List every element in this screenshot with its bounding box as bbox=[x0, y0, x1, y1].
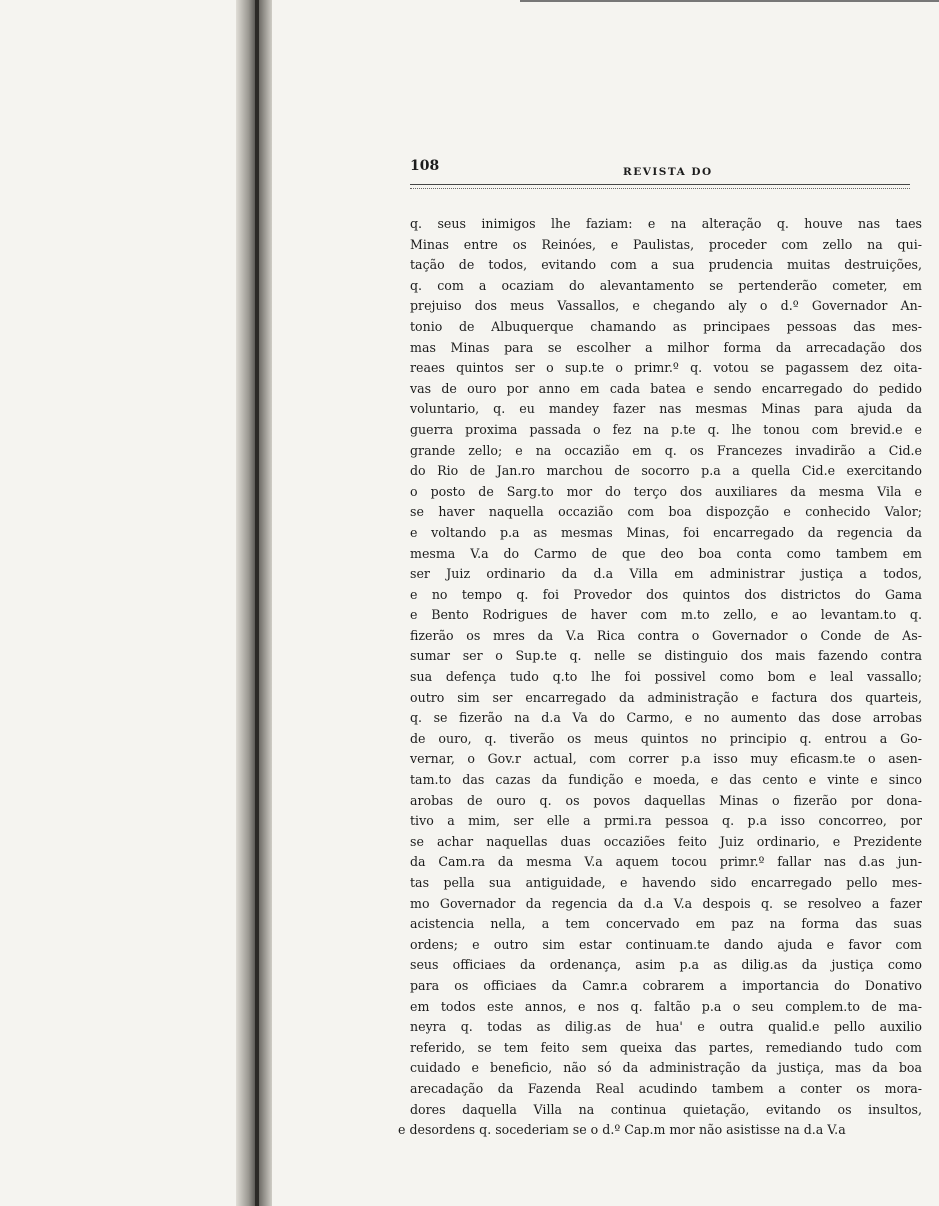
text-line: arobas de ouro q. os povos daquellas Minas o fizerão por dona- bbox=[410, 792, 922, 808]
text-line: tam.to das cazas da fundição e moeda, e das cento e vinte e sinco bbox=[410, 772, 922, 788]
text-line: arecadação da Fazenda Real acudindo tambem a conter os mora- bbox=[410, 1080, 922, 1096]
text-line: e Bento Rodrigues de haver com m.to zello, e ao levantam.to q. bbox=[410, 607, 922, 623]
text-line: em todos este annos, e nos q. faltão p.a o seu complem.to de ma- bbox=[410, 998, 922, 1014]
running-title: REVISTA DO bbox=[623, 166, 713, 178]
text-line: prejuiso dos meus Vassallos, e chegando aly o d.º Governador An- bbox=[410, 298, 922, 314]
text-line: cuidado e beneficio, não só da administração da justiça, mas da boa bbox=[410, 1060, 922, 1076]
text-line: guerra proxima passada o fez na p.te q. lhe tonou com brevid.e e bbox=[410, 421, 922, 437]
running-header bbox=[398, 158, 928, 184]
text-line: mesma V.a do Carmo de que deo boa conta como tambem em bbox=[410, 545, 922, 561]
text-line: tivo a mim, ser elle a prmi.ra pessoa q. p.a isso concorreo, por bbox=[410, 813, 922, 829]
text-line: da Cam.ra da mesma V.a aquem tocou primr.º fallar nas d.as jun- bbox=[410, 854, 922, 870]
book-page bbox=[398, 158, 928, 1138]
text-line: q. seus inimigos lhe faziam: e na alteração q. houve nas taes bbox=[410, 216, 922, 231]
text-line: tas pella sua antiguidade, e havendo sido encarregado pello mes- bbox=[410, 875, 922, 890]
text-line: acistencia nella, a tem concervado em paz na forma das suas bbox=[410, 916, 922, 932]
text-line: voluntario, q. eu mandey fazer nas mesmas Minas para ajuda da bbox=[410, 401, 922, 417]
text-line: vernar, o Gov.r actual, com correr p.a isso muy eficasm.te o asen- bbox=[410, 751, 922, 767]
text-line: o posto de Sarg.to mor do terço dos auxiliares da mesma Vila e bbox=[410, 483, 922, 499]
text-line: mo Governador da regencia da d.a V.a despois q. se resolveo a fazer bbox=[410, 895, 922, 911]
text-line: Minas entre os Reinóes, e Paulistas, proceder com zello na qui- bbox=[410, 236, 922, 252]
text-line: ser Juiz ordinario da d.a Villa em administrar justiça a todos, bbox=[410, 566, 922, 582]
page-number: 108 bbox=[410, 158, 440, 174]
text-line: se haver naquella occazião com boa dispozção e conhecido Valor; bbox=[410, 504, 922, 520]
text-line: vas de ouro por anno em cada batea e sendo encarregado do pedido bbox=[410, 380, 922, 396]
text-line: de ouro, q. tiverão os meus quintos no principio q. entrou a Go- bbox=[410, 730, 922, 746]
text-line: neyra q. todas as dilig.as de hua' e outra qualid.e pello auxilio bbox=[410, 1019, 922, 1035]
page-binding-gutter bbox=[236, 0, 272, 1206]
top-edge-rule bbox=[520, 0, 939, 2]
text-line: para os officiaes da Camr.a cobrarem a importancia do Donativo bbox=[410, 977, 922, 993]
text-line: q. se fizerão na d.a Va do Carmo, e no aumento das dose arrobas bbox=[410, 710, 922, 726]
text-line: e desordens q. socederiam se o d.º Cap.m mor não asistisse na d.a V.a bbox=[398, 1122, 846, 1138]
binding-shadow-line bbox=[255, 0, 259, 1206]
text-line: tonio de Albuquerque chamando as principaes pessoas das mes- bbox=[410, 318, 922, 334]
text-line: referido, se tem feito sem queixa das partes, remediando tudo com bbox=[410, 1039, 922, 1055]
text-line: sumar ser o Sup.te q. nelle se distinguio dos mais fazendo contra bbox=[410, 648, 922, 664]
text-line: ordens; e outro sim estar continuam.te dando ajuda e favor com bbox=[410, 936, 922, 952]
text-line: sua defença tudo q.to lhe foi possivel como bom e leal vassallo; bbox=[410, 669, 922, 685]
text-line: reaes quintos ser o sup.te o primr.º q. votou se pagassem dez oita- bbox=[410, 360, 922, 376]
text-line: tação de todos, evitando com a sua prudencia muitas destruições, bbox=[410, 257, 922, 273]
header-rule bbox=[410, 184, 910, 189]
text-line: mas Minas para se escolher a milhor forma da arrecadação dos bbox=[410, 339, 922, 355]
text-line: se achar naquellas duas occaziões feito Juiz ordinario, e Prezidente bbox=[410, 833, 922, 849]
text-line: fizerão os mres da V.a Rica contra o Governador o Conde de As- bbox=[410, 627, 922, 643]
text-line: dores daquella Villa na continua quietação, evitando os insultos, bbox=[410, 1101, 922, 1117]
text-line: outro sim ser encarregado da administração e factura dos quarteis, bbox=[410, 689, 922, 705]
text-line: e no tempo q. foi Provedor dos quintos dos districtos do Gama bbox=[410, 586, 922, 602]
text-line: q. com a ocaziam do alevantamento se pertenderão cometer, em bbox=[410, 277, 922, 293]
text-line: grande zello; e na occazião em q. os Francezes invadirão a Cid.e bbox=[410, 442, 922, 458]
text-line: e voltando p.a as mesmas Minas, foi encarregado da regencia da bbox=[410, 524, 922, 540]
body-text bbox=[398, 214, 928, 1141]
text-line: seus officiaes da ordenança, asim p.a as dilig.as da justiça como bbox=[410, 957, 922, 973]
text-line: do Rio de Jan.ro marchou de socorro p.a a quella Cid.e exercitando bbox=[410, 463, 922, 479]
